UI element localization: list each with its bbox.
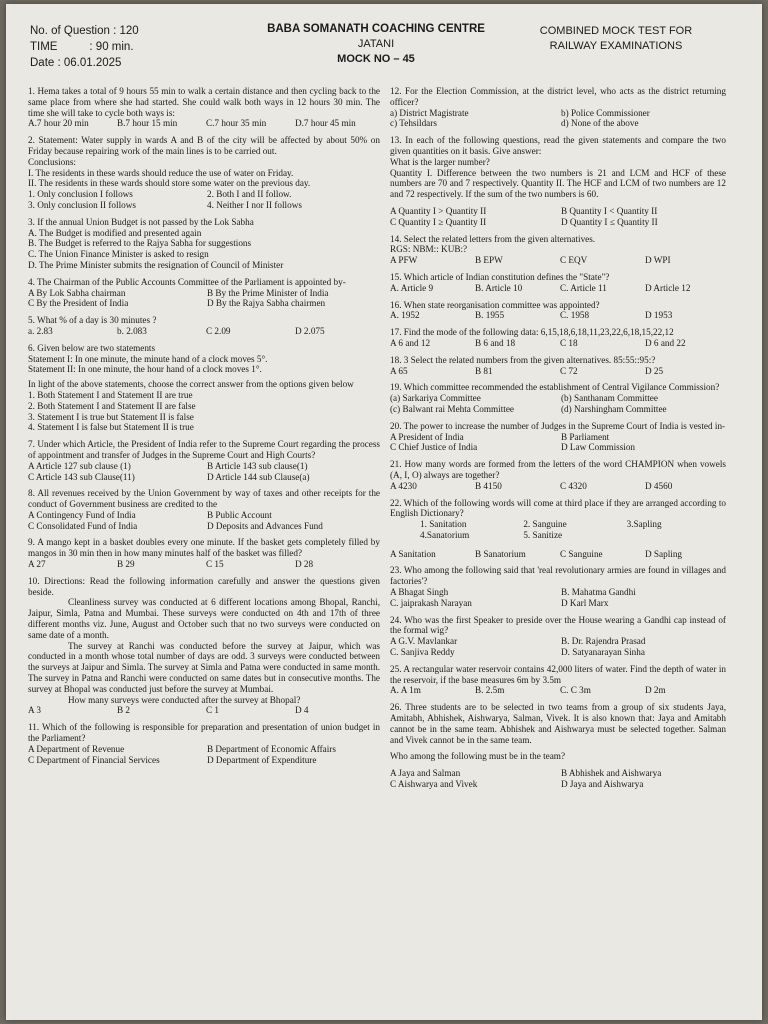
option-a: A Department of Revenue: [28, 743, 125, 754]
option-c: C. Sanjiva Reddy: [390, 647, 455, 658]
exam-date: Date : 06.01.2025: [30, 57, 122, 69]
option-b: B.7 hour 15 min: [117, 118, 178, 129]
option-c: C.7 hour 35 min: [206, 118, 267, 129]
option-d: D 25: [645, 365, 664, 376]
option-d: 4. Neither I nor II follows: [207, 199, 302, 210]
option-b: b) Police Commissioner: [561, 107, 650, 118]
option-c: C 72: [560, 365, 578, 376]
question-text: 4. The Chairman of the Public Accounts Committee of the Parliament is appointed by-: [28, 276, 346, 287]
option-a: A. Article 9: [390, 282, 434, 293]
centre-name: BABA SOMANATH COACHING CENTRE: [267, 23, 485, 35]
conclusions-label: Conclusions:: [28, 156, 76, 167]
question-12: [390, 86, 726, 129]
test-title-line2: RAILWAY EXAMINATIONS: [549, 40, 683, 52]
option-c: C 18: [560, 337, 578, 348]
option-b: B. 1955: [475, 310, 505, 321]
option-c: C EQV: [560, 255, 588, 266]
option-d: D 4: [295, 705, 309, 716]
question-24: [390, 615, 726, 658]
option-c: C. Article 11: [560, 282, 607, 293]
option-c: C By the President of India: [28, 298, 129, 309]
option-a: A Jaya and Salman: [390, 768, 461, 779]
conclusion-1: I. The residents in these wards should reduce the use of water on Friday.: [28, 167, 294, 178]
option-a: A 65: [390, 365, 408, 376]
option-b: B. Mahatma Gandhi: [561, 587, 636, 598]
word-3: 3.Sapling: [626, 519, 662, 530]
exam-duration: TIME : 90 min.: [30, 41, 134, 53]
option-d: (d) Narshingham Committee: [561, 403, 667, 414]
question-ask: How many surveys were conducted after the survey at Bhopal?: [68, 694, 301, 705]
right-column: [390, 86, 726, 796]
option-a: A 3: [28, 705, 42, 716]
question-ask: Who among the following must be in the team?: [390, 751, 566, 762]
question-18: [390, 355, 726, 377]
option-a: A PFW: [390, 255, 418, 266]
option-b: B Abhishek and Aishwarya: [561, 768, 662, 779]
word-4: 4.Sanatorium: [420, 529, 470, 540]
question-8: [28, 488, 380, 531]
option-a: A Article 127 sub clause (1): [28, 460, 131, 471]
option-a: A By Lok Sabha chairman: [28, 287, 126, 298]
question-1: [28, 86, 380, 129]
question-6: [28, 343, 380, 433]
option-d: D. The Prime Minister submits the resignation of Council of Minister: [28, 259, 284, 270]
question-text: 18. 3 Select the related numbers from the given alternatives. 85:55::95:?: [390, 354, 656, 365]
question-19: [390, 382, 726, 414]
question-9: [28, 537, 380, 569]
option-d: D 6 and 22: [645, 337, 686, 348]
option-c: c) Tehsildars: [390, 118, 437, 129]
option-b: B. The Budget is referred to the Rajya Sabha for suggestions: [28, 238, 252, 249]
option-b: B 2: [117, 705, 131, 716]
option-c: C Sanguine: [560, 548, 603, 559]
option-b: B EPW: [475, 255, 503, 266]
question-text: 15. Which article of Indian constitution defines the "State"?: [390, 271, 610, 282]
option-c: C Article 143 sub Clause(11): [28, 471, 135, 482]
question-3: [28, 217, 380, 271]
question-text: 7. Under which Article, the President of India refer to the Supreme Court regarding the process of appointment and transfer of Judges in the Supreme Court and High Courts?: [28, 439, 380, 460]
option-d: D 4560: [645, 480, 673, 491]
question-text: 6. Given below are two statements: [28, 342, 156, 353]
option-d: D 1953: [645, 310, 673, 321]
question-20: [390, 421, 726, 453]
option-d: D Karl Marx: [561, 597, 609, 608]
option-d: D Article 144 sub Clause(a): [207, 471, 310, 482]
option-b: 2. Both Statement I and Statement II are false: [28, 400, 196, 411]
option-c: C 1: [206, 705, 220, 716]
option-b: B. 2.5m: [475, 685, 505, 696]
question-text: 12. For the Election Commission, at the district level, who acts as the district returning officer?: [390, 86, 726, 107]
option-c: C Aishwarya and Vivek: [390, 779, 478, 790]
question-text: 14. Select the related letters from the given alternatives.: [390, 233, 596, 244]
question-paper: [6, 4, 762, 1020]
option-c: C. 1958: [560, 310, 590, 321]
option-d: D. Satyanarayan Sinha: [561, 647, 645, 658]
option-a: A Quantity I > Quantity II: [390, 205, 487, 216]
option-c: C Quantity I ≥ Quantity II: [390, 216, 487, 227]
question-11: [28, 722, 380, 765]
mock-number: MOCK NO – 45: [337, 53, 415, 65]
option-b: B. Dr. Rajendra Prasad: [561, 636, 646, 647]
question-text: 3. If the annual Union Budget is not passed by the Lok Sabha: [28, 216, 254, 227]
option-c: C 15: [206, 559, 224, 570]
question-25: [390, 664, 726, 696]
option-c: C Consolidated Fund of India: [28, 520, 138, 531]
question-4: [28, 277, 380, 309]
option-d: D Sapling: [645, 548, 683, 559]
option-a: A 6 and 12: [390, 337, 431, 348]
option-a: A Bhagat Singh: [390, 587, 449, 598]
option-d: D 2.075: [295, 325, 325, 336]
question-ask: What is the larger number?: [390, 156, 490, 167]
left-column: [28, 86, 380, 771]
option-d: D Jaya and Aishwarya: [561, 779, 644, 790]
question-text: 1. Hema takes a total of 9 hours 55 min to walk a certain distance and then cycling back to the same place from where she had started. She could walk both ways in 12 hours 30 min. The time she will take to cycle both ways is:: [28, 86, 380, 118]
option-a: A. A 1m: [390, 685, 421, 696]
option-c: 3. Statement I is true but Statement II is false: [28, 411, 194, 422]
option-a: A Sanitation: [390, 548, 436, 559]
question-text: 26. Three students are to be selected in two teams from a group of six students Jaya, Amitabh, Abhishek, Aishwarya, Salman, Vivek. It is also known that: Jaya and Amitabh cannot be in the same team. Abhishek and Aishwarya must be selected together. Salman and Vivek cannot be in the same team.: [390, 702, 726, 745]
option-b: B 4150: [475, 480, 502, 491]
option-a: A. 1952: [390, 310, 420, 321]
question-text: 16. When state reorganisation committee was appointed?: [390, 299, 600, 310]
question-text: 24. Who was the first Speaker to preside over the House wearing a Gandhi cap instead of the formal wig?: [390, 614, 726, 636]
option-b: B. Article 10: [475, 282, 523, 293]
passage-2: The survey at Ranchi was conducted before the survey at Jaipur, which was conducted in a month whose total number of days are odd. 3 surveys were conducted between the surveys at Jaipur and Simla. The survey at Simla and Patna were conducted in same month. The survey in Patna and Ranchi were conducted on same dates but in consecutive months. The survey at Bhopal was conducted just before the survey at Mumbai.: [28, 640, 380, 694]
option-b: B 29: [117, 559, 135, 570]
paper-header: [6, 4, 762, 84]
word-2: 2. Sanguine: [523, 519, 567, 530]
option-d: D By the Rajya Sabha chairmen: [207, 298, 326, 309]
question-text: 25. A rectangular water reservoir contains 42,000 liters of water. Find the depth of water in the reservoir, if the base measures 6m by 3.5m: [390, 663, 726, 685]
question-text: 8. All revenues received by the Union Government by way of taxes and other receipts for the conduct of Government business are credited to the: [28, 488, 380, 510]
option-a: A 27: [28, 559, 46, 570]
question-text: 10. Directions: Read the following information carefully and answer the questions given beside.: [28, 575, 380, 597]
question-text: 5. What % of a day is 30 minutes ?: [28, 315, 157, 326]
option-b: B Department of Economic Affairs: [207, 743, 336, 754]
question-10: [28, 576, 380, 716]
option-c: C 4320: [560, 480, 587, 491]
option-a: A President of India: [390, 431, 464, 442]
question-7: [28, 439, 380, 482]
option-c: C. C 3m: [560, 685, 591, 696]
statement-2: Statement II: In one minute, the hour hand of a clock moves 1°.: [28, 364, 262, 375]
question-text: 9. A mango kept in a basket doubles every one minute. If the basket gets completely filled by mangos in 30 min then in how many minutes half of the basket was filled?: [28, 537, 380, 559]
word-1: 1. Sanitation: [420, 519, 467, 530]
option-d: D 28: [295, 559, 314, 570]
option-d: D Article 12: [645, 282, 691, 293]
question-26: [390, 702, 726, 790]
option-c: C. The Union Finance Minister is asked to resign: [28, 249, 209, 260]
option-b: B By the Prime Minister of India: [207, 287, 329, 298]
conclusion-2: II. The residents in these wards should store some water on the previous day.: [28, 178, 311, 189]
option-a: 1. Only conclusion I follows: [28, 189, 133, 200]
option-c: C Department of Financial Services: [28, 754, 160, 765]
question-15: [390, 272, 726, 294]
passage-1: Cleanliness survey was conducted at 6 different locations among Bhopal, Ranchi, Jaipur, Simla, Patna and Mumbai. These surveys were conducted on 4th and 17th of three different months viz. June, August and October such that no two surveys were conducted on same date of a month.: [28, 597, 380, 640]
question-text: 21. How many words are formed from the letters of the word CHAMPION when vowels (A, I, O) always are together?: [390, 459, 726, 480]
question-23: [390, 565, 726, 608]
option-d: D 2m: [645, 685, 666, 696]
option-b: b. 2.083: [117, 325, 147, 336]
question-5: [28, 315, 380, 337]
word-5: 5. Sanitize: [523, 529, 563, 540]
test-title-line1: COMBINED MOCK TEST FOR: [539, 25, 693, 37]
question-17: [390, 327, 726, 349]
question-text: 19. Which committee recommended the establishment of Central Vigilance Commission?: [390, 382, 720, 393]
option-c: C Chief Justice of India: [390, 442, 478, 453]
question-text: 22. Which of the following words will come at third place if they are arranged according to English Dictionary?: [390, 497, 726, 519]
option-b: B Article 143 sub clause(1): [207, 460, 308, 471]
option-c: C. jaiprakash Narayan: [390, 597, 472, 608]
option-d: D Department of Expenditure: [207, 754, 317, 765]
question-text: 20. The power to increase the number of Judges in the Supreme Court of India is vested in-: [390, 420, 726, 431]
instruction: In light of the above statements, choose the correct answer from the options given below: [28, 379, 354, 390]
option-c: C 2.09: [206, 325, 231, 336]
option-a: a. 2.83: [28, 325, 53, 336]
option-d: D Deposits and Advances Fund: [207, 520, 323, 531]
option-d: D.7 hour 45 min: [295, 118, 356, 129]
letter-series: RGS: NBM:: KUB:?: [390, 244, 468, 255]
question-16: [390, 300, 726, 322]
option-a: (a) Sarkariya Committee: [390, 393, 481, 404]
option-b: B Public Account: [207, 509, 272, 520]
option-c: (c) Balwant rai Mehta Committee: [390, 403, 514, 414]
option-d: D Quantity I ≤ Quantity II: [561, 216, 658, 227]
statement-1: Statement I: In one minute, the minute hand of a clock moves 5°.: [28, 353, 268, 364]
question-text: 11. Which of the following is responsible for preparation and presentation of union budget in the Parliament?: [28, 722, 380, 744]
question-2: [28, 135, 380, 211]
option-a: 1. Both Statement I and Statement II are true: [28, 389, 193, 400]
option-c: 3. Only conclusion II follows: [28, 199, 136, 210]
option-a: A.7 hour 20 min: [28, 118, 89, 129]
option-b: B 81: [475, 365, 493, 376]
question-text: 23. Who among the following said that 'real revolutionary armies are found in villages and factories'?: [390, 565, 726, 587]
question-text: 2. Statement: Water supply in wards A and B of the city will be affected by about 50% on Friday because repairing work of the main lines is to be carried out.: [28, 135, 380, 156]
option-b: B Parliament: [561, 431, 610, 442]
option-d: D Law Commission: [561, 442, 636, 453]
option-b: B Quantity I < Quantity II: [561, 205, 658, 216]
centre-place: JATANI: [357, 38, 395, 50]
quantity-statements: Quantity I. Difference between the two numbers is 21 and LCM and HCF of these numbers are 70 and 7 respectively. Quantity II. The HCF and LCM of two numbers are 12 and 72 respectively. If the sum of the two numbers is 60.: [390, 167, 726, 200]
option-b: B 6 and 18: [475, 337, 516, 348]
question-count: No. of Question : 120: [30, 25, 139, 37]
option-d: D WPI: [645, 255, 671, 266]
question-text: 13. In each of the following questions, read the given statements and compare the two given quantities on it basis. Give answer:: [390, 135, 726, 156]
option-b: 2. Both I and II follow.: [207, 189, 292, 200]
question-14: [390, 234, 726, 266]
option-a: a) District Magistrate: [390, 107, 469, 118]
question-text: 17. Find the mode of the following data: 6,15,18,6,18,11,23,22,6,18,15,22,12: [390, 327, 674, 338]
option-a: A Contingency Fund of India: [28, 509, 136, 520]
question-13: [390, 135, 726, 227]
option-a: A G.V. Mavlankar: [390, 636, 458, 647]
option-b: (b) Santhanam Committee: [561, 393, 658, 404]
question-21: [390, 459, 726, 491]
option-b: B Sanatorium: [475, 548, 526, 559]
option-d: d) None of the above: [561, 118, 639, 129]
option-a: A. The Budget is modified and presented again: [28, 227, 202, 238]
question-22: [390, 498, 726, 560]
option-d: 4. Statement I is false but Statement II is true: [28, 422, 194, 433]
option-a: A 4230: [390, 480, 417, 491]
